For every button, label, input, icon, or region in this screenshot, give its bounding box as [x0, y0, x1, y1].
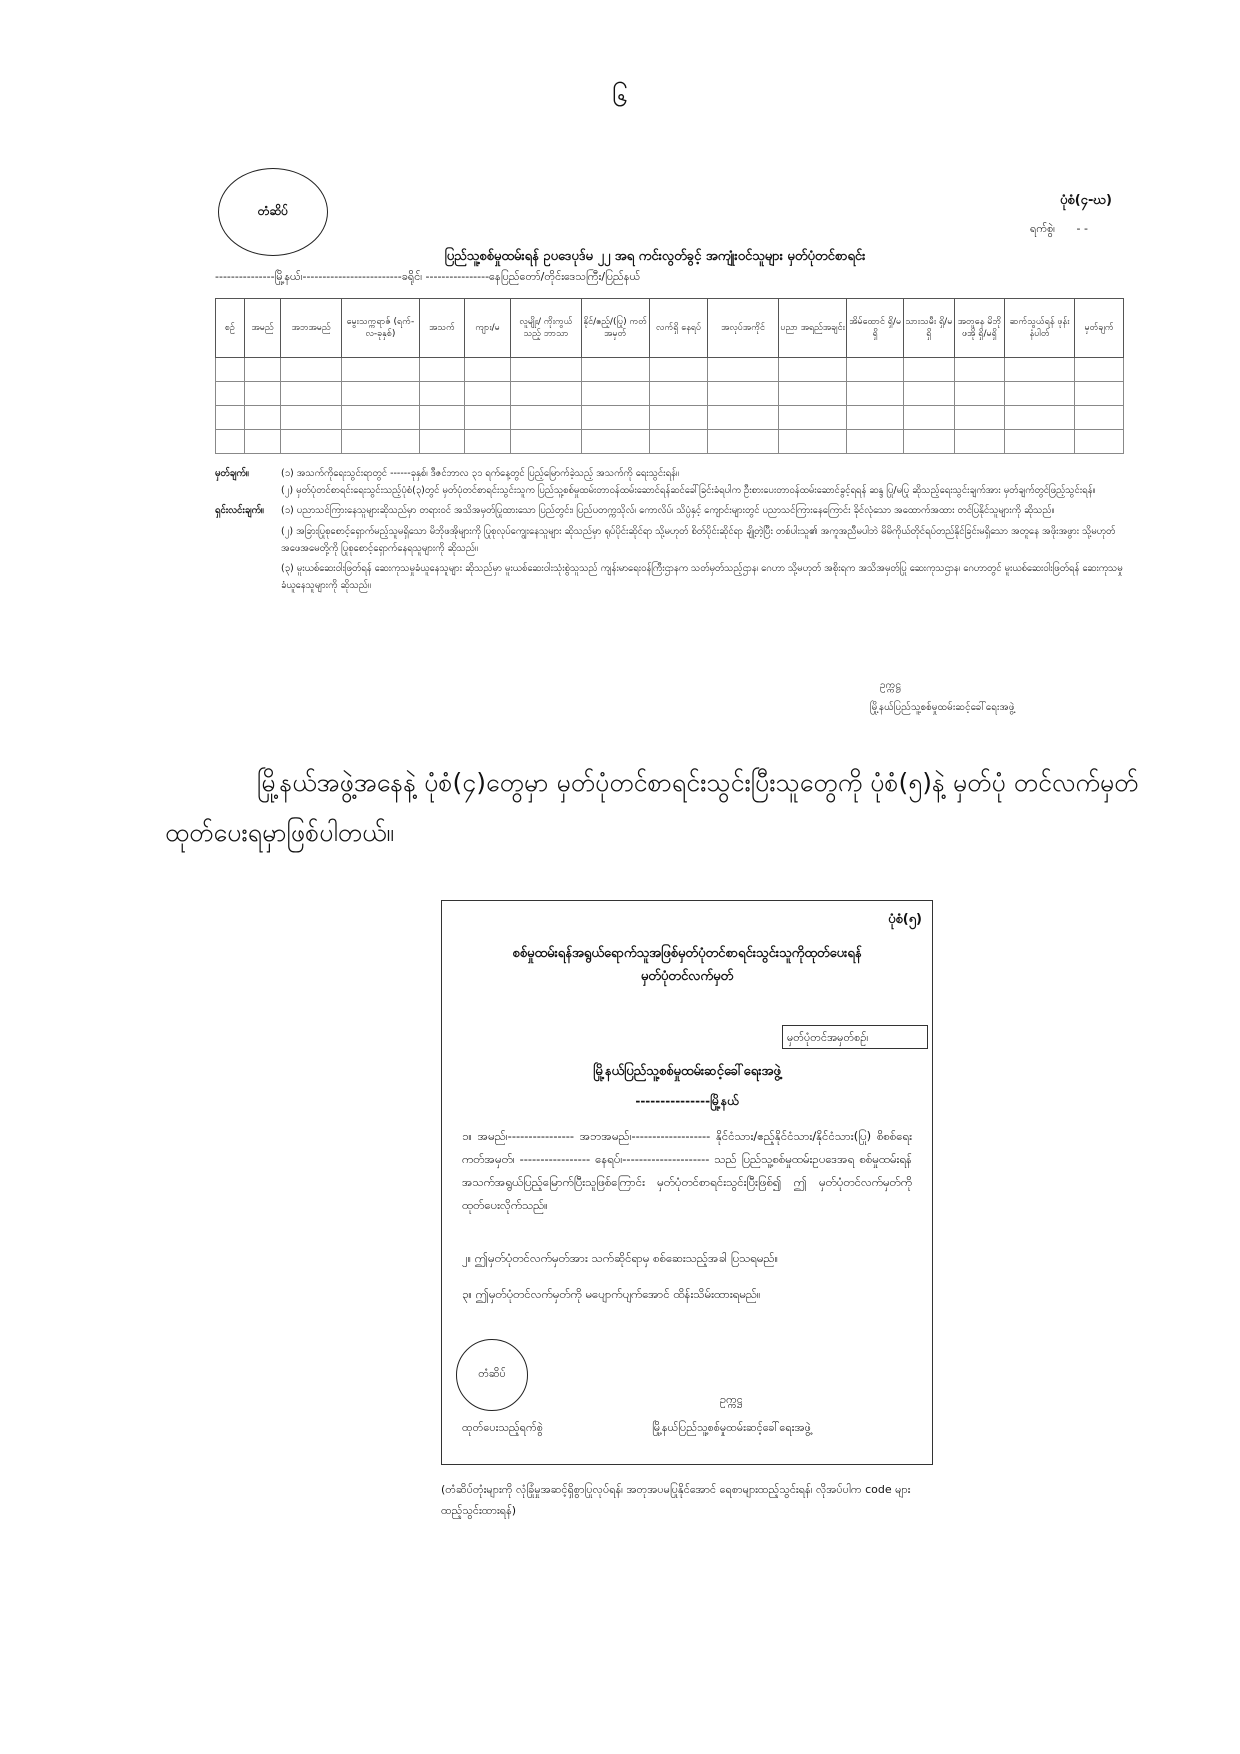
table-cell — [649, 406, 707, 430]
note-item: (၁) အသက်ကိုရေးသွင်းရာတွင် ------ခုနှစ်၊ ဒီဇင်ဘာလ ၃၁ ရက်နေ့တွင် ပြည့်မြောက်ခဲ့သည့် အသက်ကို ရေးသွင်းရန်။ — [281, 468, 679, 479]
certificate-org-name: မြို့နယ်ပြည်သူ့စစ်မှုထမ်းဆင့်ခေါ်ရေးအဖွဲ့ — [593, 1064, 781, 1079]
seal-label: တံဆိပ် — [257, 204, 289, 218]
table-cell — [778, 430, 847, 454]
certificate-form-number: ပုံစံ(၅) — [888, 912, 922, 927]
form-number: ပုံစံ(၄-ဃ) — [1060, 193, 1112, 208]
column-header: ကျား/မ — [464, 299, 511, 358]
table-row — [216, 358, 1124, 382]
table-cell — [464, 358, 511, 382]
certificate-item-3: ၃။ ဤမှတ်ပုံတင်လက်မှတ်ကို မပျောက်ပျက်အောင် ထိန်းသိမ်းထားရမည်။ — [462, 1287, 761, 1301]
table-cell — [847, 382, 904, 406]
table-cell — [581, 430, 649, 454]
table-row — [216, 430, 1124, 454]
table-row — [216, 382, 1124, 406]
date-value: - - — [1076, 222, 1088, 235]
table-cell — [216, 358, 245, 382]
table-cell — [341, 358, 419, 382]
notes-label: မှတ်ချက်။ — [215, 468, 249, 479]
date-line — [1030, 222, 1088, 238]
table-cell — [1005, 406, 1075, 430]
table-cell — [847, 406, 904, 430]
table-cell — [341, 406, 419, 430]
explanations-label: ရှင်းလင်းချက်။ — [215, 505, 264, 517]
table-cell — [281, 430, 341, 454]
table-cell — [511, 382, 581, 406]
seal-circle — [218, 168, 328, 256]
table-cell — [649, 358, 707, 382]
table-cell — [954, 382, 1004, 406]
certificate-chairman: ဥက္ကဋ္ဌ — [720, 1393, 743, 1406]
column-header: စဉ် — [216, 299, 245, 358]
table-cell — [847, 358, 904, 382]
table-cell — [778, 406, 847, 430]
table-cell — [649, 430, 707, 454]
column-header: ဆက်သွယ်ရန် ဖုန်းနံပါတ် — [1005, 299, 1075, 358]
certificate-township: ---------------မြို့နယ် — [635, 1094, 739, 1108]
table-cell — [216, 406, 245, 430]
column-header: သားသမီး ရှိ/မရှိ — [904, 299, 955, 358]
table-cell — [464, 406, 511, 430]
table-cell — [216, 382, 245, 406]
footnote: (တံဆိပ်တုံးများကို လုံခြုံမှုအဆင့်ရှိစွာပြုလုပ်ရန်၊ အတုအပမပြုနိုင်အောင် ရေစာများထည့်သွင်းရန်၊ လိုအပ်ပါက code များထည့်သွင်းထားရန်) — [441, 1483, 911, 1517]
table-cell — [708, 382, 779, 406]
table-cell — [954, 358, 1004, 382]
table-cell — [511, 406, 581, 430]
register-table — [215, 298, 1124, 454]
certificate-title-line1: စစ်မှုထမ်းရန်အရွယ်ရောက်သူအဖြစ်မှတ်ပုံတင်စာရင်းသွင်းသူကိုထုတ်ပေးရန် — [512, 946, 862, 961]
table-cell — [954, 430, 1004, 454]
column-header: အိမ်ထောင် ရှိ/မရှိ — [847, 299, 904, 358]
certificate-item-2: ၂။ ဤမှတ်ပုံတင်လက်မှတ်အား သက်ဆိုင်ရာမှ စစ်ဆေးသည့်အခါ ပြသရမည်။ — [462, 1251, 779, 1265]
table-cell — [904, 406, 955, 430]
table-cell — [581, 406, 649, 430]
column-header: အဘအမည် — [281, 299, 341, 358]
table-cell — [1075, 382, 1124, 406]
explanation-item: (၃) မူးယစ်ဆေးဝါးဖြတ်ရန် ဆေးကုသမှုခံယူနေသူများ ဆိုသည်မှာ မူးယစ်ဆေးဝါးသုံးစွဲသူသည် ကျန်းမာရေးဝန်ကြီးဌာနက သတ်မှတ်သည့်ဌာန၊ ဂေဟာ သို့မဟုတ် အစိုးရက အသိအမှတ်ပြု ဆေးကုသဌာန၊ ဂေဟာတွင် မူးယစ်ဆေးဝါးဖြတ်ရန် ဆေးကုသမှုခံယူနေသူများကို ဆိုသည်။ — [281, 563, 1123, 591]
table-cell — [1005, 430, 1075, 454]
explanation-paragraph — [165, 758, 1140, 858]
certificate-title — [442, 943, 932, 989]
table-cell — [420, 382, 465, 406]
register-body — [216, 358, 1124, 454]
column-header: နိုင်/ဧည့်/(ပြု) ကတ်အမှတ် — [581, 299, 649, 358]
table-cell — [244, 430, 281, 454]
certificate-form — [441, 900, 933, 1465]
column-header: လက်ရှိ နေရပ် — [649, 299, 707, 358]
register-header-row — [216, 299, 1124, 358]
certificate-seal — [456, 1339, 528, 1411]
table-cell — [904, 358, 955, 382]
table-cell — [341, 382, 419, 406]
table-cell — [464, 430, 511, 454]
note-item: (၂) မှတ်ပုံတင်စာရင်းရေးသွင်းသည့်ပုံစံ(၃)တွင် မှတ်ပုံတင်စာရင်းသွင်းသူက ပြည်သူ့စစ်မှုထမ်းတာဝန်ထမ်းဆောင်ရန်ဆင်ခေါ်ခြင်းခံရပါက ဦးစားပေးတာဝန်ထမ်းဆောင်ခွင့်ရရန် ဆန္ဒ ပြု/မပြု ဆိုသည့်ရေးသွင်းချက်အား မှတ်ချက်တွင်ဖြည့်သွင်းရန်။ — [281, 484, 1096, 496]
register-title: ပြည်သူ့စစ်မှုထမ်းရန် ဥပဒေပုဒ်မ ၂၂ အရ ကင်းလွတ်ခွင့် အကျုံးဝင်သူများ မှတ်ပုံတင်စာရင်း — [444, 249, 866, 264]
date-label: ရက်စွဲ၊ — [1030, 222, 1056, 235]
table-cell — [281, 382, 341, 406]
column-header: အတူနေ မိဘိုဖအို ရှိ/မရှိ — [954, 299, 1004, 358]
table-cell — [847, 430, 904, 454]
table-cell — [244, 358, 281, 382]
table-cell — [708, 406, 779, 430]
notes-section — [215, 466, 1124, 598]
explanation-item: (၁) ပညာသင်ကြားနေသူများဆိုသည်မှာ တရားဝင် အသိအမှတ်ပြုထားသော ပြည်တွင်း၊ ပြည်ပတက္ကသိုလ်၊ ကောလိပ်၊ သိပ္ပံနှင့် ကျောင်းများတွင် ပညာသင်ကြားနေကြောင်း ခိုင်လုံသော အထောက်အထား တင်ပြနိုင်သူများကို ဆိုသည်။ — [281, 505, 1055, 517]
table-cell — [1005, 382, 1075, 406]
table-cell — [420, 358, 465, 382]
table-cell — [244, 382, 281, 406]
table-cell — [341, 430, 419, 454]
page-number: ၆ — [612, 80, 628, 113]
table-cell — [708, 430, 779, 454]
table-cell — [281, 406, 341, 430]
table-cell — [778, 382, 847, 406]
column-header: ပညာ အရည်အချင်း — [778, 299, 847, 358]
table-cell — [420, 406, 465, 430]
table-cell — [1005, 358, 1075, 382]
column-header: အမည် — [244, 299, 281, 358]
chairman-title: ဥက္ကဋ္ဌ — [880, 680, 901, 691]
table-cell — [581, 358, 649, 382]
certificate-item-1: ၁။ အမည်၊---------------- အဘအမည်၊------------------- နိုင်ငံသား/ဧည့်နိုင်ငံသား/နိုင်ငံသား(ပြု) စိစစ်ရေးကတ်အမှတ်၊ ----------------- နေရပ်၊--------------------- သည် ပြည်သူ့စစ်မှုထမ်းဥပဒေအရ စစ်မှုထမ်းရန် အသက်အရွယ်ပြည့်မြောက်ပြီးသူဖြစ်ကြောင်း မှတ်ပုံတင်စာရင်းသွင်းပြီးဖြစ်၍ ဤ မှတ်ပုံတင်လက်မှတ်ကို ထုတ်ပေးလိုက်သည်။ — [462, 1129, 912, 1212]
notes-block — [215, 466, 1124, 499]
table-cell — [511, 358, 581, 382]
explanation-item: (၂) အခြားပြုစုစောင့်ရှောက်မည့်သူမရှိသော မိဘိုဖအိုများကို ပြုစုလုပ်ကျွေးနေသူများ ဆိုသည်မှာ ရုပ်ပိုင်းဆိုင်ရာ သို့မဟုတ် စိတ်ပိုင်းဆိုင်ရာ ချို့တဲ့ပြီး တစ်ပါးသူ၏ အကူအညီမပါဘဲ မိမိကိုယ်တိုင်ရပ်တည်နိုင်ခြင်းမရှိသော အတူနေ အဖိုးအဖွား သို့မဟုတ် အဖေအမေတို့ကို ပြုစုစောင့်ရှောက်နေရသူများကို ဆိုသည်။ — [281, 525, 1116, 554]
table-row — [216, 406, 1124, 430]
table-cell — [1075, 358, 1124, 382]
column-header: မွေးသက္ကရာဇ် (ရက်-လ-ခုနှစ်) — [341, 299, 419, 358]
column-header: အသက် — [420, 299, 465, 358]
table-cell — [904, 382, 955, 406]
issued-date-label: ထုတ်ပေးသည့်ရက်စွဲ — [462, 1421, 543, 1434]
column-header: လူမျိုး/ ကိုးကွယ်သည့် ဘာသာ — [511, 299, 581, 358]
table-cell — [511, 430, 581, 454]
table-cell — [216, 430, 245, 454]
paragraph-text: မြို့နယ်အဖွဲ့အနေနဲ့ ပုံစံ(၄)တွေမှာ မှတ်ပုံတင်စာရင်းသွင်းပြီးသူတွေကို ပုံစံ(၅)နဲ့ မှတ်ပုံ တင်လက်မှတ် ထုတ်ပေးရမှာဖြစ်ပါတယ်။ — [165, 768, 1139, 847]
committee-name: မြို့နယ်ပြည်သူ့စစ်မှုထမ်းဆင့်ခေါ်ရေးအဖွဲ့ — [870, 702, 1015, 713]
table-cell — [954, 406, 1004, 430]
table-cell — [904, 430, 955, 454]
certificate-committee: မြို့နယ်ပြည်သူ့စစ်မှုထမ်းဆင့်ခေါ်ရေးအဖွဲ့ — [652, 1421, 811, 1434]
table-cell — [708, 358, 779, 382]
location-line: ---------------မြို့နယ်၊-------------------------ခရိုင်၊ ----------------နေပြည်တော်/တိုင်းဒေသကြီး/ပြည်နယ် — [215, 270, 641, 283]
table-cell — [244, 406, 281, 430]
explanations-block — [215, 503, 1124, 594]
table-cell — [1075, 406, 1124, 430]
table-cell — [581, 382, 649, 406]
table-cell — [778, 358, 847, 382]
table-cell — [420, 430, 465, 454]
table-cell — [649, 382, 707, 406]
table-cell — [464, 382, 511, 406]
column-header: မှတ်ချက် — [1075, 299, 1124, 358]
table-cell — [281, 358, 341, 382]
column-header: အလုပ်အကိုင် — [708, 299, 779, 358]
registration-number-box: မှတ်ပုံတင်အမှတ်စဉ်၊ — [782, 1025, 928, 1049]
table-cell — [1075, 430, 1124, 454]
certificate-title-line2: မှတ်ပုံတင်လက်မှတ် — [640, 968, 734, 984]
certificate-seal-label: တံဆိပ် — [478, 1367, 506, 1380]
